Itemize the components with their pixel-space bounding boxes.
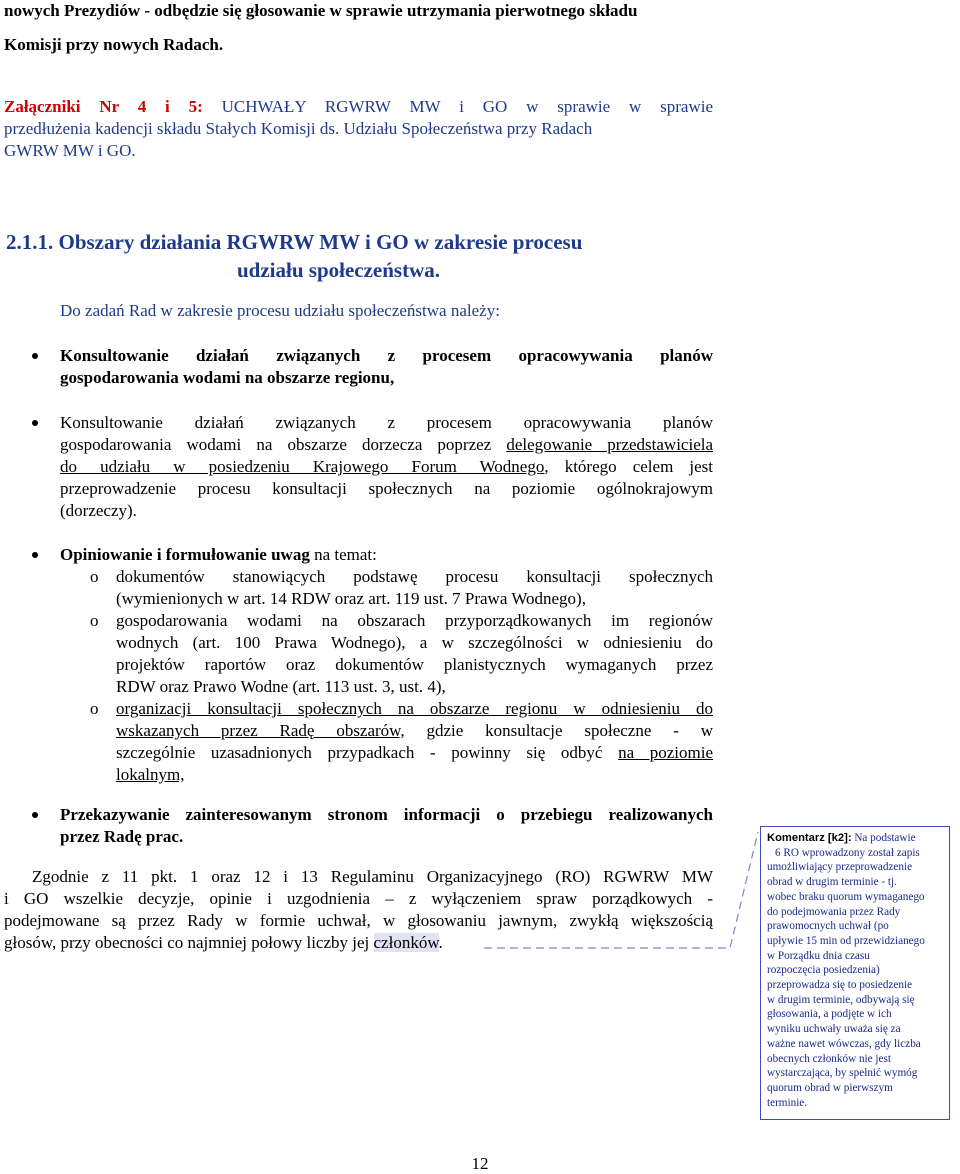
comment-line: upływie 15 min od przewidzianego (767, 934, 925, 947)
comment-line: quorum obrad w pierwszym (767, 1081, 893, 1094)
comment-line: wyniku uchwały uważa się za (767, 1023, 901, 1036)
comment-line: 6 RO wprowadzony został zapis (775, 846, 920, 859)
closing-text: . (438, 933, 443, 952)
attachments-line-3: GWRW MW i GO. (4, 141, 136, 160)
comment-line: wobec braku quorum wymaganego (767, 890, 925, 903)
intro-text: Do zadań Rad w zakresie procesu udziału społeczeństwa należy: (60, 301, 500, 320)
sub3-line-4: lokalnym, (116, 765, 185, 784)
comment-line: ważne nawet wówczas, gdy liczba (767, 1037, 921, 1050)
sub-bullet-symbol: o (90, 567, 99, 586)
attachments-line-1 (4, 96, 713, 118)
comment-line: Na podstawie (851, 832, 916, 844)
bullet-dot (32, 420, 38, 426)
sub3-underlined: wskazanych przez Radę obszarów, (116, 721, 405, 740)
sub1-line-1: dokumentów stanowiących podstawę procesu konsultacji społecznych (116, 567, 713, 586)
bullet3-rest: na temat: (309, 545, 377, 564)
closing-line-3: podejmowane są przez Rady w formie uchwał, w głosowaniu jawnym, zwykłą większością (4, 911, 713, 930)
comment-balloon[interactable] (760, 826, 950, 1120)
bullet2-text: , którego celem jest (544, 457, 713, 476)
comment-line: obecnych członków nie jest (767, 1052, 891, 1065)
comment-line: obrad w drugim terminie - tj. (767, 876, 897, 889)
sub3-text: gdzie konsultacje społeczne - w (404, 721, 713, 740)
sub3-line-1: organizacji konsultacji społecznych na obszarze regionu w odniesieniu do (116, 699, 713, 718)
sub-bullet-symbol: o (90, 699, 99, 718)
bullet3-bold: Opiniowanie i formułowanie uwag (60, 545, 310, 564)
sub2-line-1: gospodarowania wodami na obszarach przyporządkowanych im regionów (116, 611, 713, 630)
bullet2-line-2 (60, 434, 713, 456)
bullet4-line-1: Przekazywanie zainteresowanym stronom informacji o przebiegu realizowanych (60, 805, 713, 824)
section-heading-line-1: 2.1.1. Obszary działania RGWRW MW i GO w zakresie procesu (6, 230, 583, 254)
section-heading-line-2: udziału społeczeństwa. (237, 258, 441, 282)
comment-line: prawomocnych uchwał (po (767, 920, 889, 933)
sub2-line-4: RDW oraz Prawo Wodne (art. 113 ust. 3, ust. 4), (116, 677, 446, 696)
bullet-dot (32, 353, 38, 359)
comment-anchor[interactable]: członków (373, 933, 439, 952)
comment-line: terminie. (767, 1096, 808, 1109)
bullet-dot (32, 812, 38, 818)
comment-line: wystarczająca, by spełnić wymóg (767, 1067, 918, 1080)
sub3-text: szczególnie uzasadnionych przypadkach - powinny się odbyć (116, 743, 619, 762)
closing-line-4 (4, 932, 443, 954)
bullet2-text: gospodarowania wodami na obszarze dorzecza poprzez (60, 435, 492, 454)
bullet1-line-2: gospodarowania wodami na obszarze regionu, (60, 368, 395, 387)
bullet1-line-1: Konsultowanie działań związanych z procesem opracowywania planów (60, 346, 713, 365)
comment-line: głosowania, a podjęte w ich (767, 1008, 892, 1021)
attachments-title-1: UCHWAŁY RGWRW MW i GO w sprawie w sprawie (221, 97, 713, 116)
attachments-label: Załączniki Nr 4 i 5: (4, 97, 203, 116)
top-line-2: Komisji przy nowych Radach. (4, 35, 224, 54)
bullet2-line-3 (60, 456, 713, 478)
bullet2-underlined: delegowanie przedstawiciela (506, 435, 714, 454)
bullet2-line-4: przeprowadzenie procesu konsultacji społecznych na poziomie ogólnokrajowym (60, 479, 713, 498)
comment-connector (480, 820, 770, 960)
bullet-dot (32, 552, 38, 558)
top-line-1: nowych Prezydiów - odbędzie się głosowanie w sprawie utrzymania pierwotnego składu (4, 1, 638, 20)
comment-line: rozpoczęcia posiedzenia) (767, 964, 880, 977)
sub3-underlined: na poziomie (618, 743, 714, 762)
bullet2-underlined: do udziału w posiedzeniu Krajowego Forum Wodnego (60, 457, 545, 476)
comment-line: przeprowadza się to posiedzenie (767, 979, 913, 992)
bullet4-line-2: przez Radę prac. (60, 827, 184, 846)
comment-line: w drugim terminie, odbywają się (767, 993, 915, 1006)
comment-line: do podejmowania przez Rady (767, 905, 901, 918)
bullet2-line-5: (dorzeczy). (60, 501, 137, 520)
page-number: 12 (471, 1154, 489, 1173)
sub2-line-2: wodnych (art. 100 Prawa Wodnego), a w szczególności w odniesieniu do (116, 633, 713, 652)
sub1-line-2: (wymienionych w art. 14 RDW oraz art. 119 ust. 7 Prawa Wodnego), (116, 589, 586, 608)
comment-label: Komentarz [k2]: (767, 832, 852, 844)
sub3-line-3 (116, 742, 713, 764)
closing-text: głosów, przy obecności co najmniej połowy liczby jej (4, 933, 374, 952)
sub-bullet-symbol: o (90, 611, 99, 630)
bullet2-line-1: Konsultowanie działań związanych z procesem opracowywania planów (60, 413, 713, 432)
sub2-line-3: projektów raportów oraz dokumentów planistycznych wymaganych przez (116, 655, 713, 674)
bullet3-line (60, 544, 377, 566)
attachments-line-2: przedłużenia kadencji składu Stałych Komisji ds. Udziału Społeczeństwa przy Radach (4, 119, 593, 138)
comment-line: umożliwiający przeprowadzenie (767, 861, 913, 874)
comment-line: w Porządku dnia czasu (767, 949, 870, 962)
closing-line-1: Zgodnie z 11 pkt. 1 oraz 12 i 13 Regulaminu Organizacyjnego (RO) RGWRW MW (32, 867, 713, 886)
closing-line-2: i GO wszelkie decyzje, opinie i uzgodnienia – z wyłączeniem spraw porządkowych - (4, 889, 713, 908)
sub3-line-2 (116, 720, 713, 742)
